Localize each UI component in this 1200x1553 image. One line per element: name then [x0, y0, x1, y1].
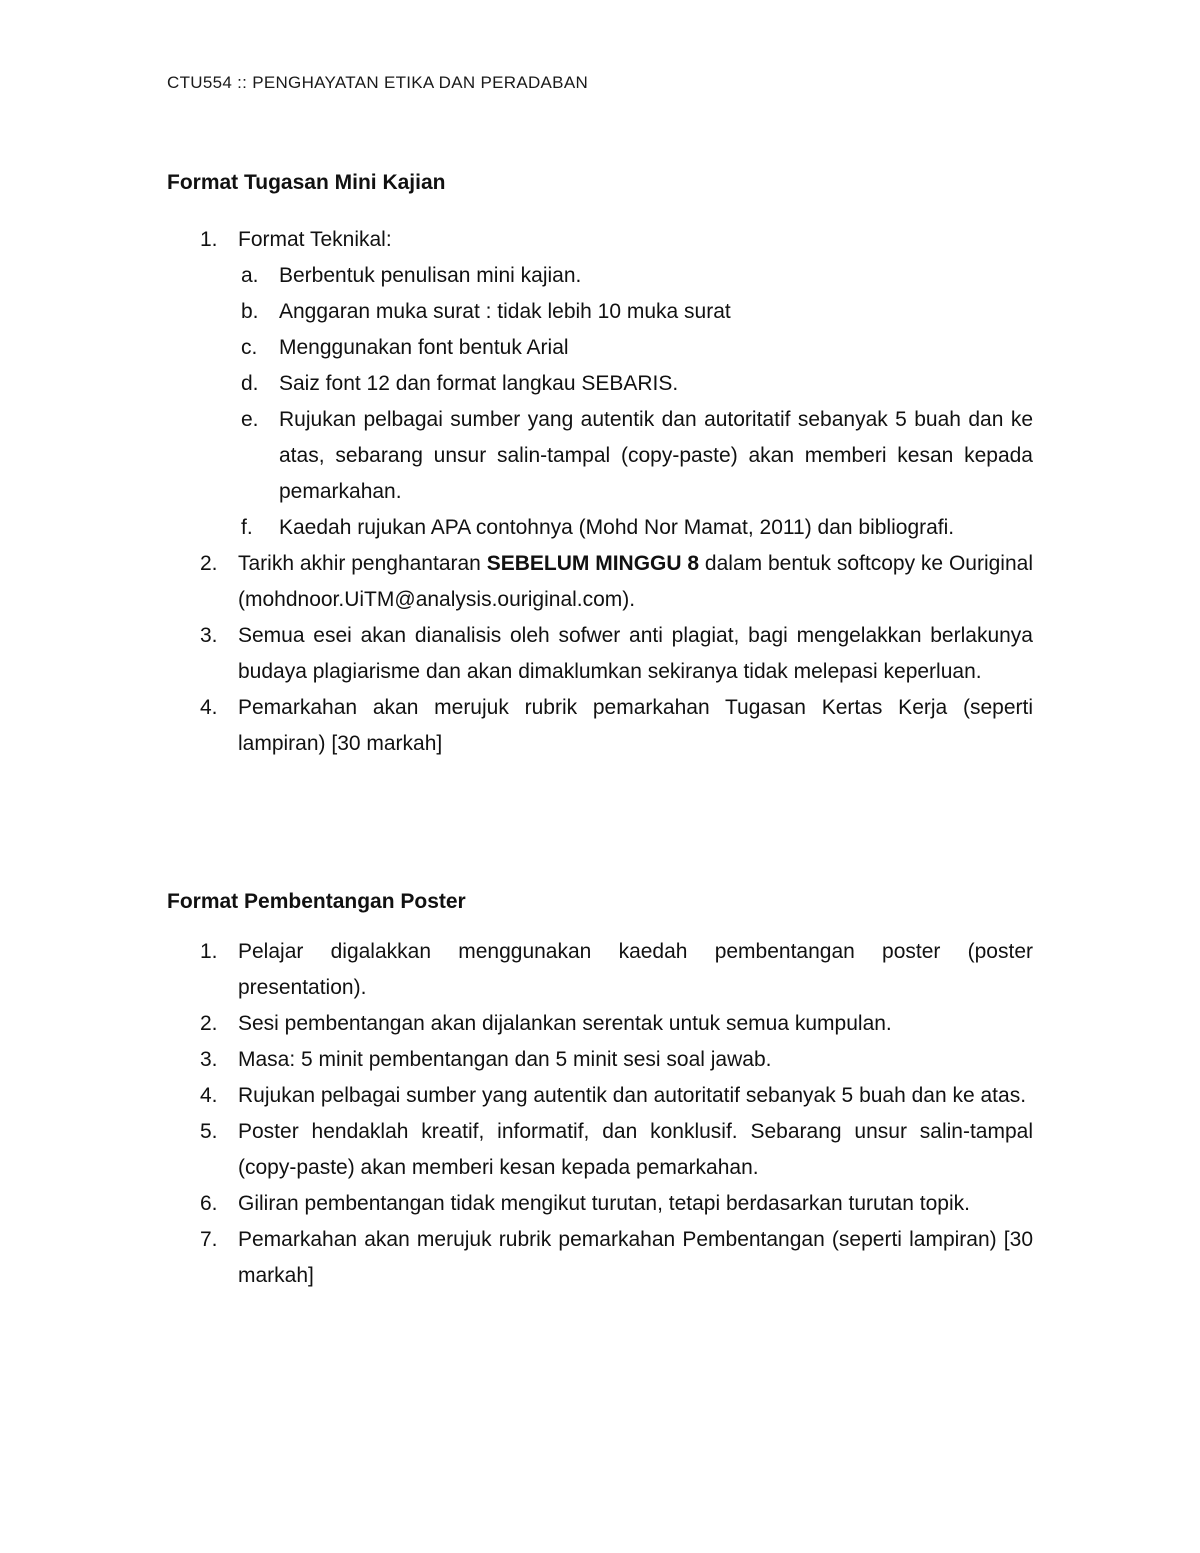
sublist-item-text: Berbentuk penulisan mini kajian. [279, 264, 582, 287]
list-item [200, 546, 1033, 618]
list-item-text-before: Tarikh akhir penghantaran [238, 552, 487, 575]
list-item-text-after: dalam bentuk softcopy ke Ouriginal (mohdnoor.UiTM@analysis.ouriginal.com). [238, 552, 1033, 611]
poster-list [200, 934, 1033, 1294]
sublist-item [238, 330, 1033, 366]
list-number: 2. [200, 1012, 218, 1035]
sublist-item-text: Kaedah rujukan APA contohnya (Mohd Nor Mamat, 2011) dan bibliografi. [279, 516, 955, 539]
deadline-emphasis: SEBELUM MINGGU 8 [486, 552, 700, 575]
sublist-item [238, 258, 1033, 294]
list-item [200, 934, 1033, 1006]
sublist-letter: e. [241, 408, 259, 431]
sublist-item [238, 402, 1033, 510]
sublist-item-text: Anggaran muka surat : tidak lebih 10 muka surat [279, 300, 731, 323]
list-number: 7. [200, 1228, 218, 1251]
sublist-item-text: Rujukan pelbagai sumber yang autentik dan autoritatif sebanyak 5 buah dan ke atas, sebarang unsur salin-tampal (copy-paste) akan memberi kesan kepada pemarkahan. [279, 408, 1033, 503]
sublist-item-text: Saiz font 12 dan format langkau SEBARIS. [279, 372, 679, 395]
sublist-item [238, 510, 1033, 546]
sublist-letter: c. [241, 336, 258, 359]
sublist-letter: b. [241, 300, 259, 323]
list-item-text: Pemarkahan akan merujuk rubrik pemarkahan Tugasan Kertas Kerja (seperti lampiran) [30 markah] [238, 696, 1033, 755]
mini-kajian-list [200, 222, 1033, 762]
sublist-letter: a. [241, 264, 259, 287]
list-item [200, 222, 1033, 546]
list-item [200, 1186, 1033, 1222]
sublist-letter: d. [241, 372, 259, 395]
list-item-text: Rujukan pelbagai sumber yang autentik dan autoritatif sebanyak 5 buah dan ke atas. [238, 1084, 1027, 1107]
list-item-text: Pelajar digalakkan menggunakan kaedah pembentangan poster (poster presentation). [238, 940, 1033, 999]
list-item [200, 1078, 1033, 1114]
list-item [200, 1042, 1033, 1078]
list-number: 4. [200, 696, 218, 719]
list-number: 3. [200, 624, 218, 647]
list-number: 1. [200, 940, 218, 963]
list-item-text: Format Teknikal: [238, 228, 392, 251]
section-title-mini-kajian: Format Tugasan Mini Kajian [167, 171, 446, 194]
list-item [200, 690, 1033, 762]
list-item-text: Pemarkahan akan merujuk rubrik pemarkahan Pembentangan (seperti lampiran) [30 markah] [238, 1228, 1033, 1287]
list-number: 3. [200, 1048, 218, 1071]
sublist-item-text: Menggunakan font bentuk Arial [279, 336, 569, 359]
list-item-text: Semua esei akan dianalisis oleh sofwer anti plagiat, bagi mengelakkan berlakunya budaya plagiarisme dan akan dimaklumkan sekiranya tidak melepasi keperluan. [238, 624, 1033, 683]
list-item [200, 1114, 1033, 1186]
list-number: 6. [200, 1192, 218, 1215]
list-number: 5. [200, 1120, 218, 1143]
list-item [200, 618, 1033, 690]
list-item [200, 1006, 1033, 1042]
sublist-letter: f. [241, 516, 253, 539]
list-number: 1. [200, 228, 218, 251]
list-item [200, 1222, 1033, 1294]
list-item-text: Giliran pembentangan tidak mengikut turutan, tetapi berdasarkan turutan topik. [238, 1192, 970, 1215]
list-number: 2. [200, 552, 218, 575]
section-title-poster: Format Pembentangan Poster [167, 890, 466, 913]
sublist-item [238, 294, 1033, 330]
sublist-item [238, 366, 1033, 402]
list-number: 4. [200, 1084, 218, 1107]
page-header: CTU554 :: PENGHAYATAN ETIKA DAN PERADABAN [167, 73, 589, 92]
list-item-text: Sesi pembentangan akan dijalankan serentak untuk semua kumpulan. [238, 1012, 892, 1035]
list-item-text: Masa: 5 minit pembentangan dan 5 minit sesi soal jawab. [238, 1048, 772, 1071]
technical-format-sublist [238, 258, 1033, 546]
list-item-text: Poster hendaklah kreatif, informatif, dan konklusif. Sebarang unsur salin-tampal (copy-paste) akan memberi kesan kepada pemarkahan. [238, 1120, 1033, 1179]
